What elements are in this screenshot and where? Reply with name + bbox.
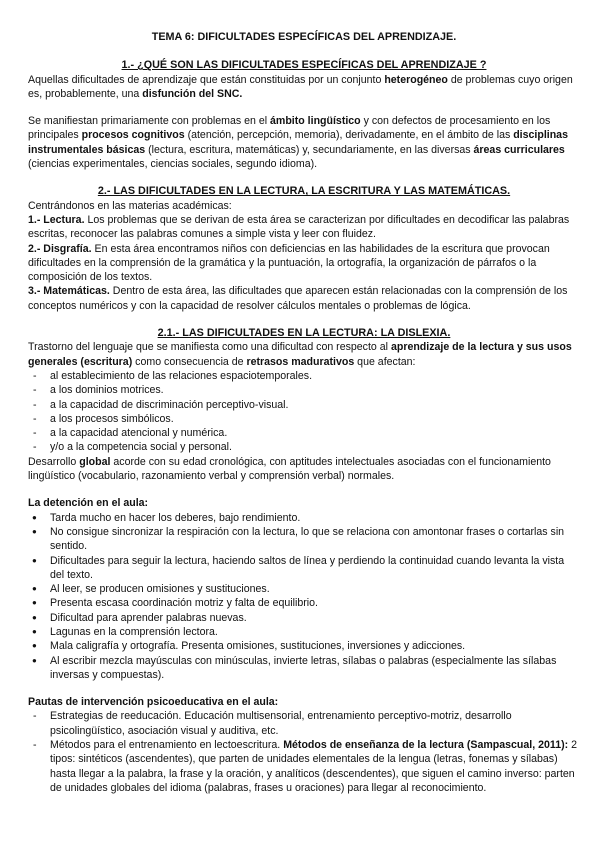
text-run: (atención, percepción, memoria), derivadamente, en el ámbito de las [184,129,514,142]
list-item: - a la capacidad de discriminación perceptivo-visual. [28,398,580,412]
section-2-item-disgrafia [28,242,580,285]
section-2-1-heading: 2.1.- LAS DIFICULTADES EN LA LECTURA: LA DISLEXIA. [157,327,451,340]
bold-run: 1.- Lectura. [28,213,85,226]
list-item: ● Al leer, se producen omisiones y sustituciones. [28,582,580,596]
bold-run: disciplinas instrumentales básicas [28,129,568,156]
list-item: - al establecimiento de las relaciones espaciotemporales. [28,369,580,383]
section-2-item-matematicas [28,284,580,313]
list-item [28,738,580,795]
section-2-1-paragraph-2 [28,455,580,484]
text-run: Aquellas dificultades de aprendizaje que están constituidas por un conjunto [28,73,385,86]
text-run: de problemas cuyo origen es, probablemente, una [28,73,573,100]
section-2-item-lectura [28,213,580,242]
detection-heading: La detención en el aula: [28,497,149,510]
bold-run: 2.- Disgrafía. [28,242,92,255]
bold-run: ámbito lingüístico [270,115,361,128]
bold-run: heterogéneo [384,73,448,86]
section-1-paragraph-2 [28,114,580,171]
section-2-1-paragraph-1 [28,340,580,369]
list-item: ● Presenta escasa coordinación motriz y falta de equilibrio. [28,596,580,610]
detection-list [28,511,580,683]
text-run: (lectura, escritura, matemáticas) y, secundariamente, en las diversas [145,143,474,156]
text-run: Métodos para el entrenamiento en lectoescritura. [50,739,284,752]
text-run: que afectan: [354,355,416,368]
section-1-paragraph-1 [28,73,580,102]
text-run: Desarrollo [28,455,80,468]
bold-run: aprendizaje de la lectura y sus usos generales (escritura) [28,341,572,368]
intervention-list [28,709,580,795]
list-item: ● Al escribir mezcla mayúsculas con minúsculas, invierte letras, sílabas o palabras (especialmente las sílabas inversas y compuestas). [28,654,580,683]
list-item: ● Dificultad para aprender palabras nuevas. [28,611,580,625]
list-item: - Estrategias de reeducación. Educación multisensorial, entrenamiento perceptivo-motriz, desarrollo psicolingüístico, asociación visual y auditiva, etc. [28,709,580,738]
text-run: y con defectos de procesamiento en los principales [28,115,551,142]
bold-run: áreas curriculares [473,143,565,156]
bold-run: procesos cognitivos [81,129,185,142]
section-2-heading: 2.- LAS DIFICULTADES EN LA LECTURA, LA ESCRITURA Y LAS MATEMÁTICAS. [97,185,511,198]
list-item: - y/o a la competencia social y personal. [28,440,580,454]
affects-list [28,369,580,455]
text-run: acorde con su edad cronológica, con aptitudes intelectuales asociadas con el funcionamiento lingüístico (vocabulario, razonamiento verbal y comprensión verbal) normales. [28,455,551,483]
bold-run: Métodos de enseñanza de la lectura (Sampascual, 2011): [283,739,569,752]
list-item: ● Dificultades para seguir la lectura, haciendo saltos de línea y perdiendo la continuidad cuando levanta la vista del texto. [28,554,580,583]
text-run: (ciencias experimentales, ciencias sociales, segundo idioma). [28,158,318,171]
text-run: En esta área encontramos niños con deficiencias en las habilidades de la escritura que provocan dificultades en la comprensión de la gramática y la puntuación, la ortografía, la organización de párrafos o la composición de los textos. [28,242,550,284]
list-item: ● Lagunas en la comprensión lectora. [28,625,580,639]
document-title: TEMA 6: DIFICULTADES ESPECÍFICAS DEL APRENDIZAJE. [151,31,457,43]
text-run: Se manifiestan primariamente con problemas en el [28,115,271,128]
bold-run: global [79,455,111,468]
bold-run: 3.- Matemáticas. [28,285,110,298]
list-item: ● Tarda mucho en hacer los deberes, bajo rendimiento. [28,511,580,525]
text-run: Trastorno del lenguaje que se manifiesta como una dificultad con respecto al [28,341,391,354]
list-item: - a la capacidad atencional y numérica. [28,426,580,440]
bold-run: retrasos madurativos [246,355,355,368]
list-item: ● Mala caligrafía y ortografía. Presenta omisiones, sustituciones, inversiones y adicciones. [28,639,580,653]
text-run: Los problemas que se derivan de esta área se caracterizan por dificultades en decodificar las palabras escritas, reconocer las palabras comunes a simple vista y leer con fluidez. [28,213,570,241]
intervention-heading: Pautas de intervención psicoeducativa en el aula: [28,696,279,709]
section-1-heading: 1.- ¿QUÉ SON LAS DIFICULTADES ESPECÍFICAS DEL APRENDIZAJE ? [121,59,487,72]
text-run: Dentro de esta área, las dificultades que aparecen están relacionadas con la comprensión de los conceptos numéricos y con la capacidad de resolver cálculos mentales o problemas de lógica. [28,285,568,312]
text-run: como consecuencia de [132,355,247,368]
section-2-intro: Centrándonos en las materias académicas: [28,199,232,212]
bold-run: disfunción del SNC. [142,87,243,100]
list-item: ● No consigue sincronizar la respiración con la lectura, lo que se relaciona con amontonar frases o cortarlas sin sentido. [28,525,580,554]
list-item: - a los procesos simbólicos. [28,412,580,426]
text-run: 2 tipos: sintéticos (ascendentes), que parten de unidades elementales de la lengua (letras, fonemas y sílabas) hasta llegar a la palabra, la frase y la oración, y analíticos (descendentes), que siguen el camino inverso: parten de unidades globales del idioma (palabras, frases u oraciones) para llegar al reconocimiento. [50,739,578,794]
list-item: - a los dominios motrices. [28,383,580,397]
